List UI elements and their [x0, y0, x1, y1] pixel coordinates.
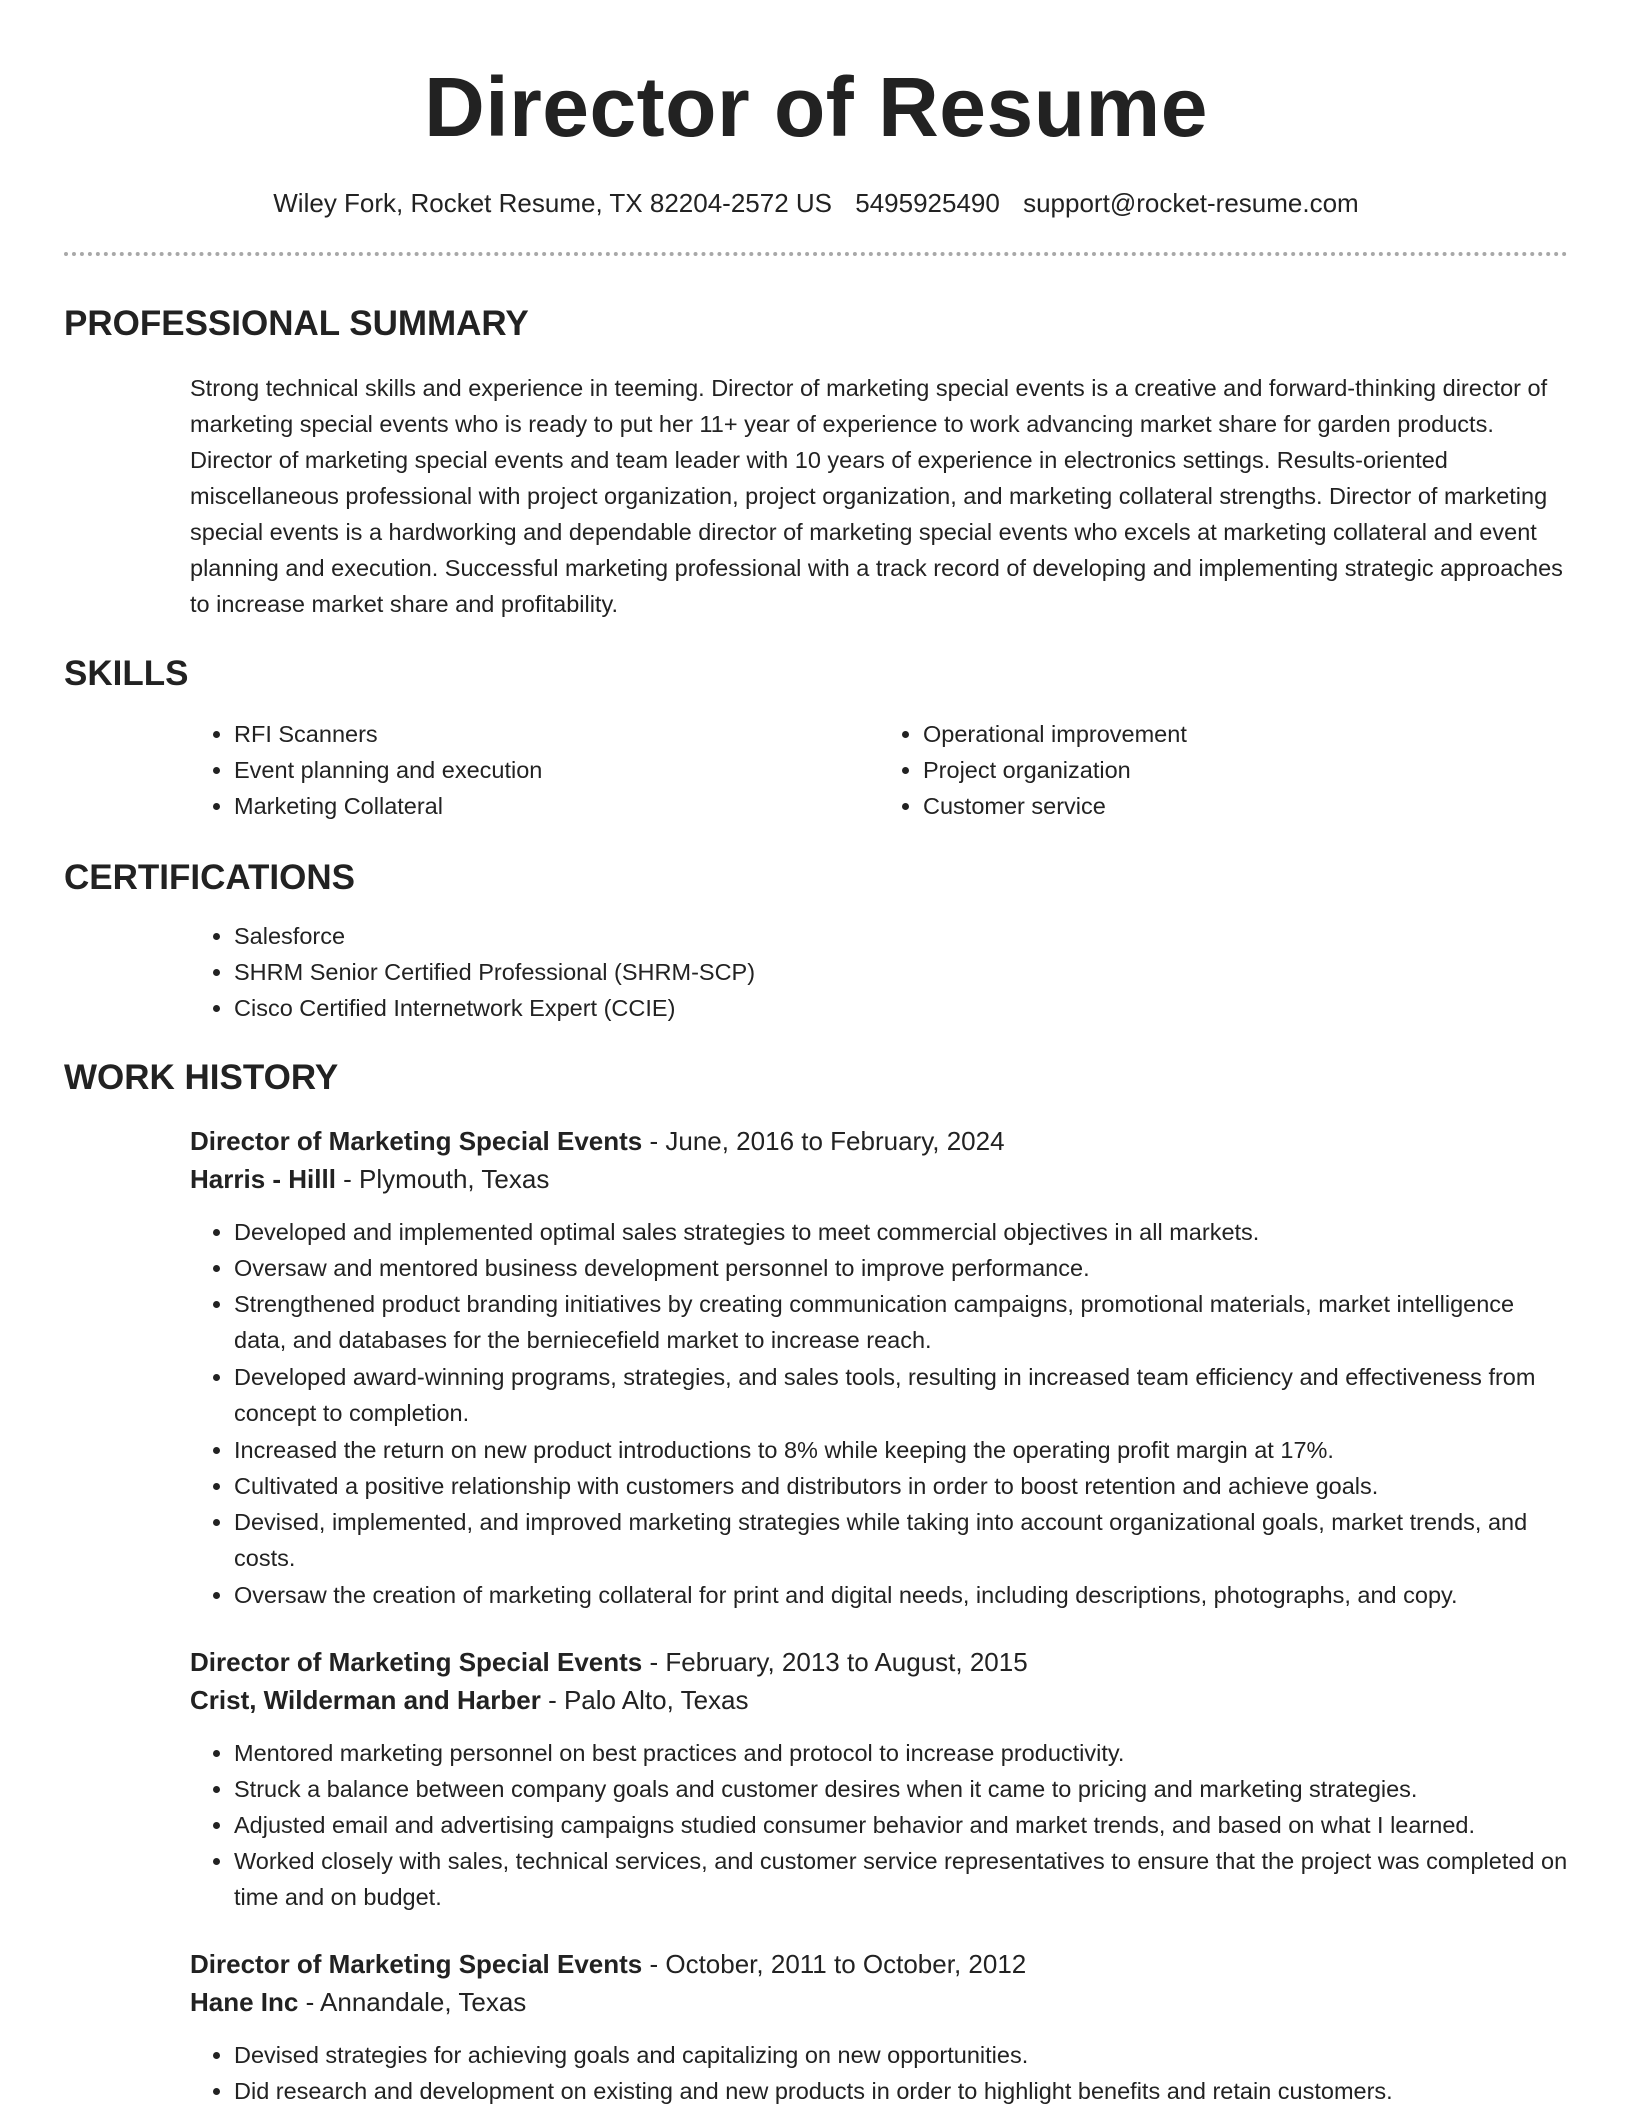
job-bullet: • Oversaw the creation of marketing collateral for print and digital needs, including descriptions, photographs, and copy. [234, 1577, 1568, 1613]
job-dates: October, 2011 to October, 2012 [665, 1949, 1027, 1979]
skill-item: • Customer service [923, 788, 1568, 824]
section-title-summary: PROFESSIONAL SUMMARY [64, 304, 529, 343]
certification-item: • SHRM Senior Certified Professional (SHRM-SCP) [234, 954, 1568, 990]
skill-item: • RFI Scanners [234, 716, 879, 752]
skill-item: • Project organization [923, 752, 1568, 788]
certifications-block [190, 918, 1568, 1026]
skills-list-right [879, 716, 1568, 824]
job-bullet: • Struck a balance between company goals and customer desires when it came to pricing and marketing strategies. [234, 1771, 1568, 1807]
section-title-skills: SKILLS [64, 654, 189, 693]
contact-address: Wiley Fork, Rocket Resume, TX 82204-2572 US [273, 188, 833, 218]
job-title-line: Director of Marketing Special Events - October, 2011 to October, 2012 [190, 1949, 1027, 1979]
resume-name: Director of Resume [424, 60, 1208, 154]
job-role: Director of Marketing Special Events [190, 1126, 643, 1156]
job-bullets [190, 1735, 1568, 1915]
skills-list-left [190, 716, 879, 824]
skill-item: • Event planning and execution [234, 752, 879, 788]
summary-text: Strong technical skills and experience in teeming. Director of marketing special events is a creative and forward-thinking director of marketing special events who is ready to put her 11+ year of experience to work advancing market share for garden products. Director of marketing special events and team leader with 10 years of experience in electronics settings. Results-oriented miscellaneous professional with project organization, project organization, and marketing collateral strengths. Director of marketing special events is a hardworking and dependable director of marketing special events who excels at marketing collateral and event planning and execution. Successful marketing professional with a track record of developing and implementing strategic approaches to increase market share and profitability. [190, 375, 1563, 617]
job-bullet: • Strengthened product branding initiatives by creating communication campaigns, promotional materials, market intelligence data, and databases for the berniecefield market to increase reach. [234, 1286, 1568, 1358]
job-bullet: • Mentored marketing personnel on best practices and protocol to increase productivity. [234, 1735, 1568, 1771]
job-bullets [190, 2037, 1568, 2109]
job-entry [190, 1122, 1568, 1613]
job-dates: February, 2013 to August, 2015 [665, 1647, 1028, 1677]
skills-columns [190, 716, 1568, 824]
job-bullet: • Cultivated a positive relationship with customers and distributors in order to boost retention and achieve goals. [234, 1468, 1568, 1504]
job-title-line: Director of Marketing Special Events - June, 2016 to February, 2024 [190, 1126, 1005, 1156]
skill-item: • Operational improvement [923, 716, 1568, 752]
job-location: Palo Alto, Texas [563, 1685, 749, 1715]
job-dates: June, 2016 to February, 2024 [665, 1126, 1005, 1156]
job-bullet: • Developed and implemented optimal sales strategies to meet commercial objectives in all markets. [234, 1214, 1568, 1250]
job-bullet: • Did research and development on existing and new products in order to highlight benefits and retain customers. [234, 2073, 1568, 2109]
job-bullet: • Increased the return on new product introductions to 8% while keeping the operating profit margin at 17%. [234, 1432, 1568, 1468]
skill-item: • Marketing Collateral [234, 788, 879, 824]
job-bullet: • Devised, implemented, and improved marketing strategies while taking into account organizational goals, market trends, and costs. [234, 1504, 1568, 1576]
contact-phone: 5495925490 [855, 188, 1000, 218]
job-bullet: • Adjusted email and advertising campaigns studied consumer behavior and market trends, and based on what I learned. [234, 1807, 1568, 1843]
contact-line [64, 186, 1568, 220]
job-bullet: • Oversaw and mentored business development personnel to improve performance. [234, 1250, 1568, 1286]
job-location: Annandale, Texas [320, 1987, 527, 2017]
job-role: Director of Marketing Special Events [190, 1949, 643, 1979]
job-bullet: • Developed award-winning programs, strategies, and sales tools, resulting in increased team efficiency and effectiveness from concept to completion. [234, 1359, 1568, 1431]
job-company-line: Crist, Wilderman and Harber - Palo Alto, Texas [190, 1685, 749, 1715]
job-role: Director of Marketing Special Events [190, 1647, 643, 1677]
certification-item: • Salesforce [234, 918, 1568, 954]
job-location: Plymouth, Texas [359, 1164, 550, 1194]
certifications-list [190, 918, 1568, 1026]
job-company-line: Hane Inc - Annandale, Texas [190, 1987, 527, 2017]
job-entry [190, 1945, 1568, 2109]
certification-item: • Cisco Certified Internetwork Expert (CCIE) [234, 990, 1568, 1026]
job-bullet: • Worked closely with sales, technical services, and customer service representatives to ensure that the project was completed on time and on budget. [234, 1843, 1568, 1915]
job-company: Crist, Wilderman and Harber [190, 1685, 541, 1715]
contact-email: support@rocket-resume.com [1023, 188, 1359, 218]
header-divider [64, 252, 1568, 256]
job-company-line: Harris - Hilll - Plymouth, Texas [190, 1164, 550, 1194]
job-company: Harris - Hilll [190, 1164, 336, 1194]
job-bullets [190, 1214, 1568, 1613]
job-title-line: Director of Marketing Special Events - February, 2013 to August, 2015 [190, 1647, 1028, 1677]
job-bullet: • Devised strategies for achieving goals and capitalizing on new opportunities. [234, 2037, 1568, 2073]
section-title-work-history: WORK HISTORY [64, 1058, 339, 1097]
section-title-certifications: CERTIFICATIONS [64, 858, 356, 897]
job-company: Hane Inc [190, 1987, 299, 2017]
job-entry [190, 1643, 1568, 1915]
